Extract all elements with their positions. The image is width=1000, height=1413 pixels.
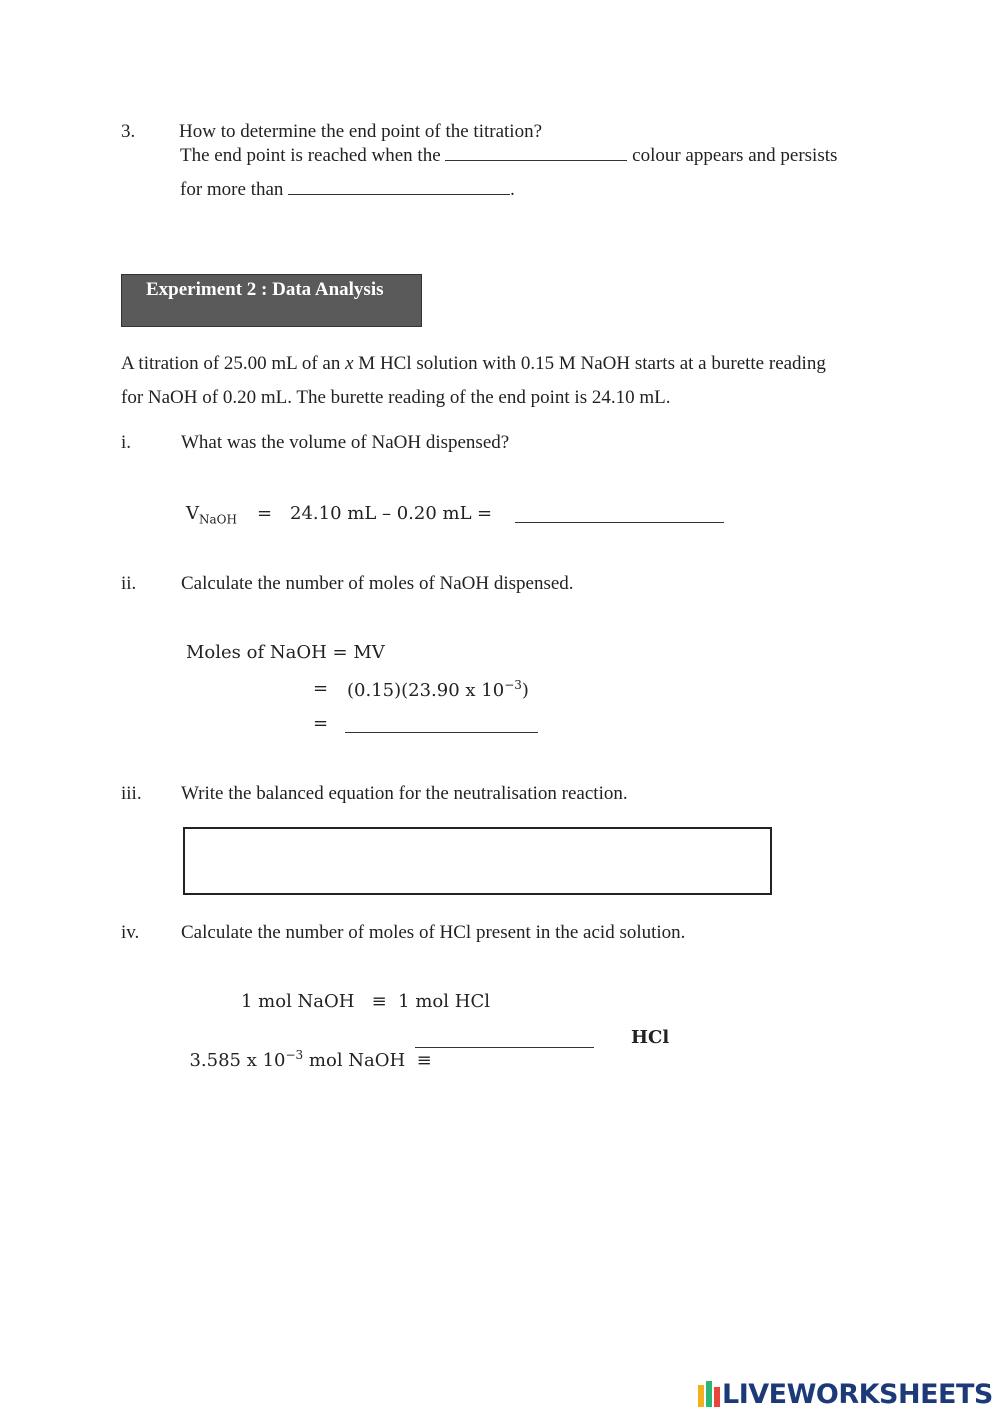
qi-answer-blank[interactable] xyxy=(515,508,724,523)
qii-text: Calculate the number of moles of NaOH dispensed. xyxy=(181,573,574,594)
liveworksheets-logo xyxy=(698,1378,993,1410)
intro-line1 xyxy=(121,353,826,375)
qiv-hcl-label: HCl xyxy=(631,1027,670,1048)
qi-equation xyxy=(186,503,237,527)
qii-line2-expr: (0.15)(23.90 x 10 xyxy=(347,680,505,701)
q3-line1-after: colour appears and persists xyxy=(632,145,838,166)
qiv-number: iv. xyxy=(121,922,140,943)
qi-eq-equals2: = xyxy=(477,503,493,524)
q3-line1 xyxy=(180,145,837,167)
qiv-line2-b: mol NaOH ≡ xyxy=(303,1050,432,1071)
qii-line2-expression xyxy=(347,678,529,701)
q3-line2-before: for more than xyxy=(180,179,284,200)
qiv-text: Calculate the number of moles of HCl present in the acid solution. xyxy=(181,922,686,943)
section-title: Experiment 2 : Data Analysis xyxy=(146,279,384,300)
qiv-answer-blank[interactable] xyxy=(415,1033,594,1048)
qii-answer-blank[interactable] xyxy=(345,718,538,733)
qiv-line2 xyxy=(178,1027,432,1071)
qii-number: ii. xyxy=(121,573,137,594)
qiv-line2-a: 3.585 x 10 xyxy=(189,1050,286,1071)
q3-line1-before: The end point is reached when the xyxy=(180,145,441,166)
q3-line2 xyxy=(180,179,515,201)
q3-line2-after: . xyxy=(510,179,515,200)
qii-line2-close: ) xyxy=(521,680,529,701)
section-header xyxy=(121,274,422,327)
qi-text: What was the volume of NaOH dispensed? xyxy=(181,432,510,453)
qi-eq-v: V xyxy=(186,503,199,524)
qii-line1: Moles of NaOH = MV xyxy=(186,642,385,663)
qi-number: i. xyxy=(121,432,132,453)
intro-line2: for NaOH of 0.20 mL. The burette reading of the end point is 24.10 mL. xyxy=(121,387,671,408)
liveworksheets-logo-icon xyxy=(698,1381,720,1407)
qi-eq-equals1: = xyxy=(257,503,273,524)
logo-text: LIVEWORKSHEETS xyxy=(722,1378,993,1410)
qiv-line1: 1 mol NaOH ≡ 1 mol HCl xyxy=(241,991,490,1012)
qii-line2-equals: = xyxy=(313,678,329,699)
q3-number: 3. xyxy=(121,121,136,142)
qii-line2-exponent: −3 xyxy=(504,678,522,692)
intro-line1-a: A titration of 25.00 mL of an xyxy=(121,353,341,374)
qii-line3-equals: = xyxy=(313,713,329,734)
qiv-line2-exponent: −3 xyxy=(285,1048,304,1062)
qi-eq-expression: 24.10 mL – 0.20 mL xyxy=(290,503,472,524)
qiii-number: iii. xyxy=(121,783,142,804)
q3-question: How to determine the end point of the titration? xyxy=(179,121,543,142)
intro-variable: x xyxy=(345,353,354,374)
equation-answer-box[interactable] xyxy=(183,827,772,895)
intro-line1-b: M HCl solution with 0.15 M NaOH starts at a burette reading xyxy=(358,353,826,374)
qiii-text: Write the balanced equation for the neutralisation reaction. xyxy=(181,783,628,804)
qi-eq-sub: NaOH xyxy=(199,512,237,527)
q3-time-blank[interactable] xyxy=(288,180,510,195)
q3-colour-blank[interactable] xyxy=(445,146,627,161)
